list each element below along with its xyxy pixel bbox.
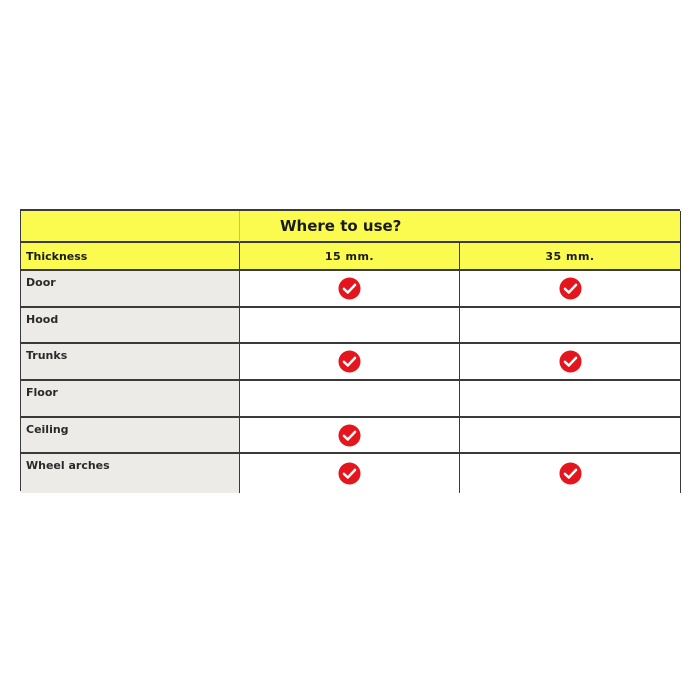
cell-hood-35mm (460, 308, 681, 344)
row-label-hood: Hood (21, 308, 240, 344)
cell-trunks-35mm (460, 344, 681, 381)
cell-trunks-15mm (240, 344, 460, 381)
column-header-15mm: 15 mm. (240, 243, 460, 271)
cell-wheel-arches-15mm (240, 454, 460, 493)
cell-floor-15mm (240, 381, 460, 418)
check-circle-icon (338, 277, 361, 300)
cell-floor-35mm (460, 381, 681, 418)
cell-ceiling-15mm (240, 418, 460, 454)
usage-table (20, 209, 680, 491)
check-circle-icon (338, 424, 361, 447)
row-label-trunks: Trunks (21, 344, 240, 381)
cell-hood-15mm (240, 308, 460, 344)
check-circle-icon (559, 462, 582, 485)
check-circle-icon (559, 350, 582, 373)
cell-wheel-arches-35mm (460, 454, 681, 493)
thickness-header: Thickness (21, 243, 240, 271)
check-circle-icon (338, 462, 361, 485)
cell-ceiling-35mm (460, 418, 681, 454)
check-circle-icon (338, 350, 361, 373)
cell-door-15mm (240, 271, 460, 308)
title-blank-cell (21, 211, 240, 243)
check-circle-icon (559, 277, 582, 300)
row-label-door: Door (21, 271, 240, 308)
cell-door-35mm (460, 271, 681, 308)
column-header-35mm: 35 mm. (460, 243, 681, 271)
row-label-wheel-arches: Wheel arches (21, 454, 240, 493)
row-label-floor: Floor (21, 381, 240, 418)
table-title: Where to use? (240, 211, 681, 243)
row-label-ceiling: Ceiling (21, 418, 240, 454)
